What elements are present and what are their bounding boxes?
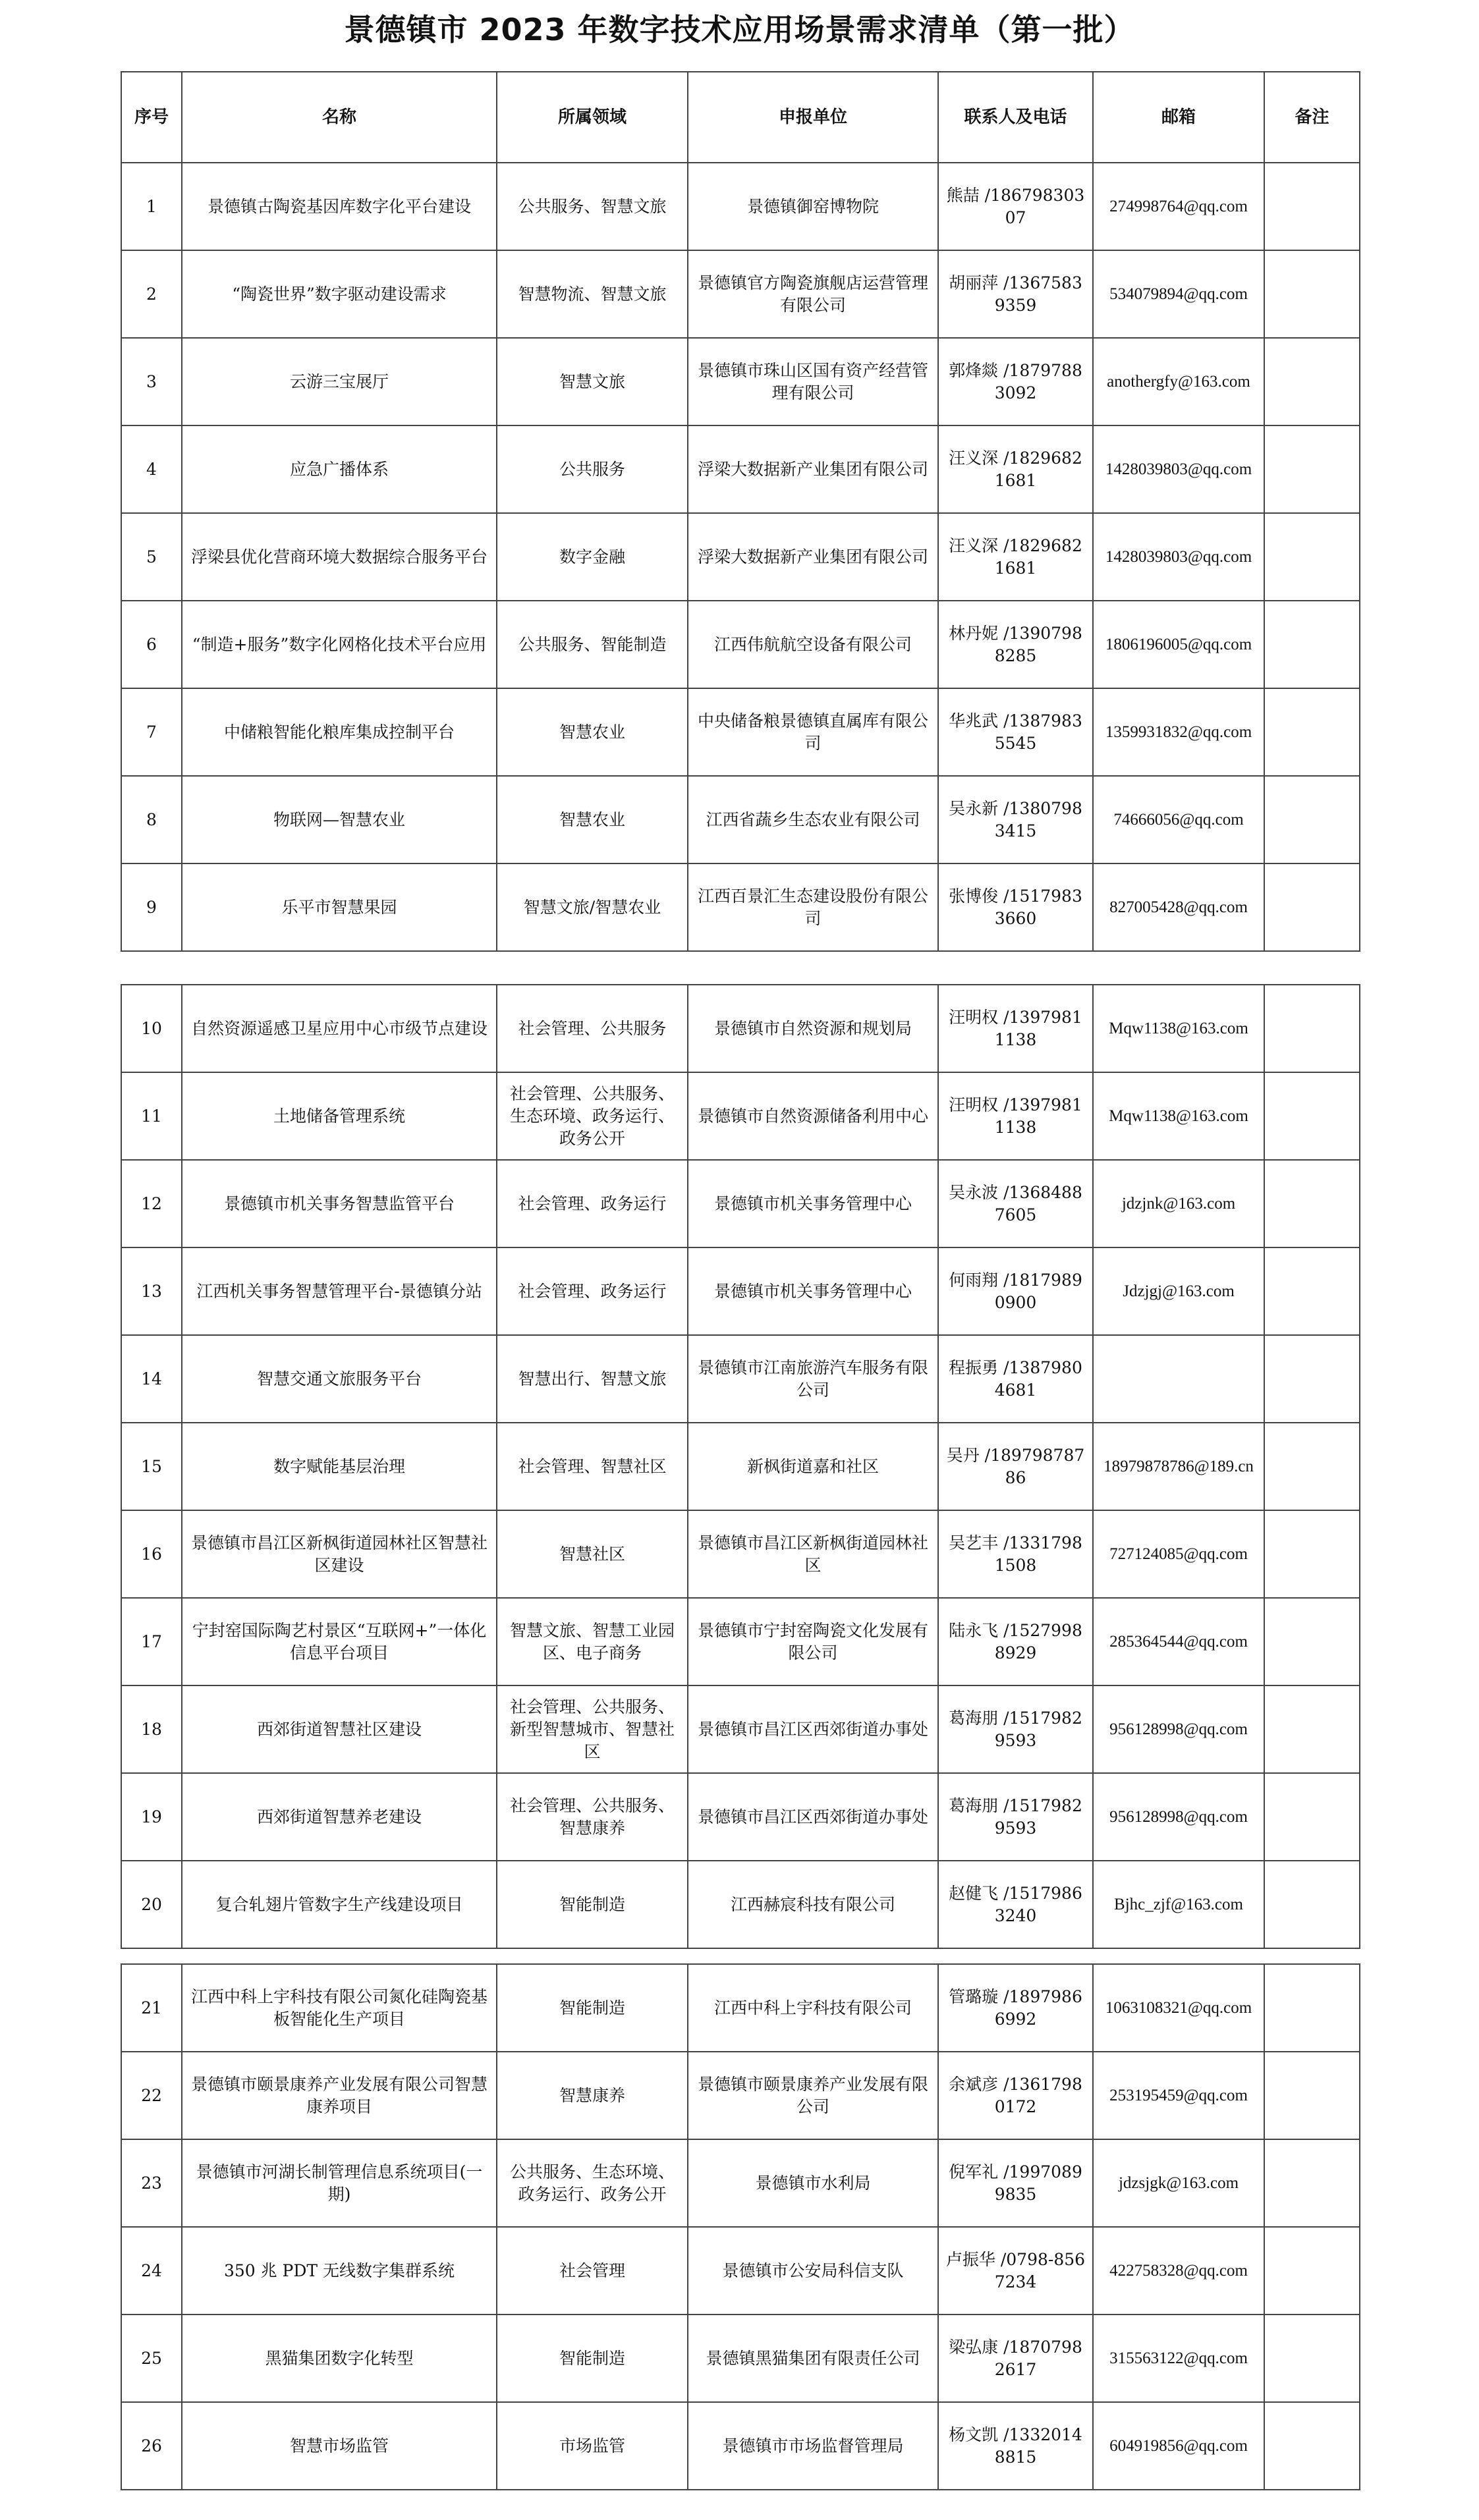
cell-no: 4 (121, 425, 182, 513)
table-section-1 (121, 71, 1360, 952)
cell-no: 3 (121, 338, 182, 425)
cell-field: 数字金融 (497, 513, 688, 601)
cell-field: 公共服务、智能制造 (497, 601, 688, 688)
cell-no: 17 (121, 1598, 182, 1685)
cell-unit: 景德镇市珠山区国有资产经营管理有限公司 (688, 338, 938, 425)
cell-email: 1428039803@qq.com (1093, 513, 1264, 601)
cell-note (1264, 1861, 1360, 1948)
cell-no: 7 (121, 688, 182, 776)
cell-contact: 吴永新 /13807983415 (938, 776, 1093, 863)
cell-contact: 葛海朋 /15179829593 (938, 1685, 1093, 1773)
cell-email: 727124085@qq.com (1093, 1510, 1264, 1598)
cell-note (1264, 513, 1360, 601)
cell-name: “制造+服务”数字化网格化技术平台应用 (182, 601, 497, 688)
cell-no: 2 (121, 250, 182, 338)
cell-name: 江西中科上宇科技有限公司氮化硅陶瓷基板智能化生产项目 (182, 1964, 497, 2052)
cell-no: 10 (121, 985, 182, 1072)
cell-name: 乐平市智慧果园 (182, 863, 497, 951)
cell-contact: 林丹妮 /13907988285 (938, 601, 1093, 688)
cell-note (1264, 2227, 1360, 2315)
table-row (121, 2052, 1360, 2139)
table-row (121, 1964, 1360, 2052)
cell-name: 应急广播体系 (182, 425, 497, 513)
cell-unit: 景德镇市机关事务管理中心 (688, 1247, 938, 1335)
cell-field: 智慧文旅/智慧农业 (497, 863, 688, 951)
cell-name: 复合轧翅片管数字生产线建设项目 (182, 1861, 497, 1948)
cell-note (1264, 1510, 1360, 1598)
cell-unit: 江西伟航航空设备有限公司 (688, 601, 938, 688)
cell-no: 12 (121, 1160, 182, 1247)
table-row (121, 1861, 1360, 1948)
cell-no: 5 (121, 513, 182, 601)
cell-unit: 景德镇市公安局科信支队 (688, 2227, 938, 2315)
cell-no: 6 (121, 601, 182, 688)
cell-no: 1 (121, 163, 182, 250)
table-row (121, 2227, 1360, 2315)
cell-field: 社会管理、政务运行 (497, 1160, 688, 1247)
cell-email: 274998764@qq.com (1093, 163, 1264, 250)
cell-unit: 浮梁大数据新产业集团有限公司 (688, 513, 938, 601)
cell-unit: 中央储备粮景德镇直属库有限公司 (688, 688, 938, 776)
cell-contact: 吴艺丰 /13317981508 (938, 1510, 1093, 1598)
cell-note (1264, 425, 1360, 513)
cell-no: 9 (121, 863, 182, 951)
cell-contact: 程振勇 /13879804681 (938, 1335, 1093, 1423)
table-row (121, 2402, 1360, 2490)
header-email: 邮箱 (1093, 72, 1264, 163)
cell-name: 智慧交通文旅服务平台 (182, 1335, 497, 1423)
cell-note (1264, 2315, 1360, 2402)
cell-email: jdzjnk@163.com (1093, 1160, 1264, 1247)
cell-email: 827005428@qq.com (1093, 863, 1264, 951)
cell-no: 16 (121, 1510, 182, 1598)
cell-field: 社会管理、智慧社区 (497, 1423, 688, 1510)
cell-email: Bjhc_zjf@163.com (1093, 1861, 1264, 1948)
cell-email: Mqw1138@163.com (1093, 985, 1264, 1072)
cell-field: 社会管理、政务运行 (497, 1247, 688, 1335)
table-row (121, 985, 1360, 1072)
cell-unit: 景德镇市昌江区新枫街道园林社区 (688, 1510, 938, 1598)
cell-contact: 汪明权 /13979811138 (938, 985, 1093, 1072)
cell-unit: 景德镇市江南旅游汽车服务有限公司 (688, 1335, 938, 1423)
cell-unit: 景德镇市市场监督管理局 (688, 2402, 938, 2490)
cell-name: 中储粮智能化粮库集成控制平台 (182, 688, 497, 776)
cell-note (1264, 338, 1360, 425)
cell-unit: 景德镇市机关事务管理中心 (688, 1160, 938, 1247)
cell-unit: 景德镇市宁封窑陶瓷文化发展有限公司 (688, 1598, 938, 1685)
cell-note (1264, 863, 1360, 951)
cell-name: 西郊街道智慧养老建设 (182, 1773, 497, 1861)
cell-note (1264, 1335, 1360, 1423)
cell-email: anothergfy@163.com (1093, 338, 1264, 425)
cell-email: 1063108321@qq.com (1093, 1964, 1264, 2052)
cell-contact: 赵健飞 /15179863240 (938, 1861, 1093, 1948)
cell-name: 智慧市场监管 (182, 2402, 497, 2490)
cell-name: 江西机关事务智慧管理平台-景德镇分站 (182, 1247, 497, 1335)
cell-name: 景德镇市河湖长制管理信息系统项目(一期) (182, 2139, 497, 2227)
cell-field: 社会管理 (497, 2227, 688, 2315)
cell-field: 社会管理、公共服务、智慧康养 (497, 1773, 688, 1861)
table-row (121, 1072, 1360, 1160)
cell-email: 18979878786@189.cn (1093, 1423, 1264, 1510)
cell-email: 956128998@qq.com (1093, 1773, 1264, 1861)
cell-no: 8 (121, 776, 182, 863)
table-body (121, 163, 1360, 951)
table-row (121, 338, 1360, 425)
cell-no: 23 (121, 2139, 182, 2227)
cell-email: 1359931832@qq.com (1093, 688, 1264, 776)
cell-email: 534079894@qq.com (1093, 250, 1264, 338)
cell-contact: 余斌彦 /13617980172 (938, 2052, 1093, 2139)
table-row (121, 863, 1360, 951)
table-row (121, 163, 1360, 250)
cell-unit: 江西赫宸科技有限公司 (688, 1861, 938, 1948)
cell-field: 智能制造 (497, 2315, 688, 2402)
cell-name: 黑猫集团数字化转型 (182, 2315, 497, 2402)
cell-contact: 汪义深 /18296821681 (938, 513, 1093, 601)
cell-field: 智能制造 (497, 1964, 688, 2052)
table-row (121, 776, 1360, 863)
table-row (121, 1423, 1360, 1510)
table-row (121, 250, 1360, 338)
cell-name: 浮梁县优化营商环境大数据综合服务平台 (182, 513, 497, 601)
cell-email: 74666056@qq.com (1093, 776, 1264, 863)
cell-unit: 景德镇黑猫集团有限责任公司 (688, 2315, 938, 2402)
header-name: 名称 (182, 72, 497, 163)
cell-unit: 景德镇市自然资源储备利用中心 (688, 1072, 938, 1160)
cell-note (1264, 1685, 1360, 1773)
cell-note (1264, 1598, 1360, 1685)
cell-name: 西郊街道智慧社区建设 (182, 1685, 497, 1773)
header-no: 序号 (121, 72, 182, 163)
header-note: 备注 (1264, 72, 1360, 163)
cell-unit: 新枫街道嘉和社区 (688, 1423, 938, 1510)
cell-no: 22 (121, 2052, 182, 2139)
cell-note (1264, 601, 1360, 688)
cell-note (1264, 1964, 1360, 2052)
cell-name: 景德镇市昌江区新枫街道园林社区智慧社区建设 (182, 1510, 497, 1598)
cell-name: 景德镇古陶瓷基因库数字化平台建设 (182, 163, 497, 250)
cell-field: 智慧康养 (497, 2052, 688, 2139)
cell-contact: 何雨翔 /18179890900 (938, 1247, 1093, 1335)
cell-contact: 卢振华 /0798-8567234 (938, 2227, 1093, 2315)
cell-unit: 景德镇市自然资源和规划局 (688, 985, 938, 1072)
cell-name: 土地储备管理系统 (182, 1072, 497, 1160)
cell-contact: 葛海朋 /15179829593 (938, 1773, 1093, 1861)
cell-note (1264, 1160, 1360, 1247)
table-row (121, 1335, 1360, 1423)
cell-contact: 梁弘康 /18707982617 (938, 2315, 1093, 2402)
table-row (121, 513, 1360, 601)
cell-field: 智慧农业 (497, 776, 688, 863)
cell-field: 社会管理、公共服务、新型智慧城市、智慧社区 (497, 1685, 688, 1773)
cell-email: 285364544@qq.com (1093, 1598, 1264, 1685)
table-row (121, 688, 1360, 776)
cell-email: jdzsjgk@163.com (1093, 2139, 1264, 2227)
cell-name: “陶瓷世界”数字驱动建设需求 (182, 250, 497, 338)
cell-field: 智能制造 (497, 1861, 688, 1948)
cell-field: 智慧农业 (497, 688, 688, 776)
cell-unit: 景德镇市水利局 (688, 2139, 938, 2227)
table-row (121, 1685, 1360, 1773)
header-unit: 申报单位 (688, 72, 938, 163)
table-row (121, 1160, 1360, 1247)
cell-name: 宁封窑国际陶艺村景区“互联网+”一体化信息平台项目 (182, 1598, 497, 1685)
cell-contact: 杨文凯 /13320148815 (938, 2402, 1093, 2490)
cell-unit: 景德镇市昌江区西郊街道办事处 (688, 1773, 938, 1861)
cell-no: 26 (121, 2402, 182, 2490)
cell-field: 社会管理、公共服务 (497, 985, 688, 1072)
table-body (121, 985, 1360, 1948)
cell-field: 社会管理、公共服务、生态环境、政务运行、政务公开 (497, 1072, 688, 1160)
cell-name: 物联网—智慧农业 (182, 776, 497, 863)
table-row (121, 1510, 1360, 1598)
cell-contact: 倪军礼 /19970899835 (938, 2139, 1093, 2227)
cell-field: 公共服务、生态环境、政务运行、政务公开 (497, 2139, 688, 2227)
cell-note (1264, 985, 1360, 1072)
cell-email (1093, 1335, 1264, 1423)
cell-note (1264, 1423, 1360, 1510)
cell-contact: 华兆武 /13879835545 (938, 688, 1093, 776)
cell-no: 11 (121, 1072, 182, 1160)
cell-unit: 江西百景汇生态建设股份有限公司 (688, 863, 938, 951)
cell-note (1264, 2139, 1360, 2227)
cell-no: 20 (121, 1861, 182, 1948)
cell-email: Jdzjgj@163.com (1093, 1247, 1264, 1335)
cell-field: 智慧文旅 (497, 338, 688, 425)
cell-contact: 吴丹 /18979878786 (938, 1423, 1093, 1510)
cell-email: 1806196005@qq.com (1093, 601, 1264, 688)
cell-contact: 管璐璇 /18979866992 (938, 1964, 1093, 2052)
cell-note (1264, 688, 1360, 776)
cell-email: 1428039803@qq.com (1093, 425, 1264, 513)
cell-contact: 吴永波 /13684887605 (938, 1160, 1093, 1247)
cell-email: 422758328@qq.com (1093, 2227, 1264, 2315)
cell-field: 智慧物流、智慧文旅 (497, 250, 688, 338)
table-row (121, 1247, 1360, 1335)
cell-note (1264, 1773, 1360, 1861)
cell-field: 公共服务、智慧文旅 (497, 163, 688, 250)
cell-no: 18 (121, 1685, 182, 1773)
header-contact: 联系人及电话 (938, 72, 1093, 163)
cell-field: 市场监管 (497, 2402, 688, 2490)
cell-unit: 景德镇御窑博物院 (688, 163, 938, 250)
cell-contact: 熊喆 /18679830307 (938, 163, 1093, 250)
table-row (121, 2315, 1360, 2402)
table-row (121, 1773, 1360, 1861)
table-body (121, 1964, 1360, 2490)
cell-email: 315563122@qq.com (1093, 2315, 1264, 2402)
cell-no: 21 (121, 1964, 182, 2052)
cell-field: 智慧出行、智慧文旅 (497, 1335, 688, 1423)
cell-note (1264, 1247, 1360, 1335)
cell-note (1264, 1072, 1360, 1160)
cell-unit: 江西中科上宇科技有限公司 (688, 1964, 938, 2052)
cell-no: 24 (121, 2227, 182, 2315)
cell-email: Mqw1138@163.com (1093, 1072, 1264, 1160)
header-field: 所属领域 (497, 72, 688, 163)
cell-no: 13 (121, 1247, 182, 1335)
cell-name: 350 兆 PDT 无线数字集群系统 (182, 2227, 497, 2315)
table-section-3 (121, 1963, 1360, 2490)
cell-no: 25 (121, 2315, 182, 2402)
cell-contact: 汪明权 /13979811138 (938, 1072, 1093, 1160)
page-title: 景德镇市 2023 年数字技术应用场景需求清单（第一批） (344, 12, 1135, 47)
cell-field: 智慧文旅、智慧工业园区、电子商务 (497, 1598, 688, 1685)
cell-unit: 景德镇官方陶瓷旗舰店运营管理有限公司 (688, 250, 938, 338)
table-row (121, 601, 1360, 688)
cell-unit: 浮梁大数据新产业集团有限公司 (688, 425, 938, 513)
cell-field: 公共服务 (497, 425, 688, 513)
cell-no: 15 (121, 1423, 182, 1510)
cell-note (1264, 250, 1360, 338)
cell-contact: 张博俊 /15179833660 (938, 863, 1093, 951)
cell-note (1264, 2052, 1360, 2139)
cell-email: 956128998@qq.com (1093, 1685, 1264, 1773)
cell-contact: 胡丽萍 /13675839359 (938, 250, 1093, 338)
table-section-2 (121, 984, 1360, 1949)
cell-note (1264, 163, 1360, 250)
cell-no: 14 (121, 1335, 182, 1423)
cell-unit: 江西省蔬乡生态农业有限公司 (688, 776, 938, 863)
cell-field: 智慧社区 (497, 1510, 688, 1598)
table-row (121, 425, 1360, 513)
table-row (121, 1598, 1360, 1685)
cell-name: 云游三宝展厅 (182, 338, 497, 425)
cell-unit: 景德镇市颐景康养产业发展有限公司 (688, 2052, 938, 2139)
cell-note (1264, 776, 1360, 863)
cell-note (1264, 2402, 1360, 2490)
cell-name: 数字赋能基层治理 (182, 1423, 497, 1510)
cell-name: 景德镇市颐景康养产业发展有限公司智慧康养项目 (182, 2052, 497, 2139)
cell-name: 自然资源遥感卫星应用中心市级节点建设 (182, 985, 497, 1072)
table-header-row (121, 72, 1360, 163)
cell-contact: 郭烽燚 /18797883092 (938, 338, 1093, 425)
cell-unit: 景德镇市昌江区西郊街道办事处 (688, 1685, 938, 1773)
cell-name: 景德镇市机关事务智慧监管平台 (182, 1160, 497, 1247)
cell-email: 604919856@qq.com (1093, 2402, 1264, 2490)
table-row (121, 2139, 1360, 2227)
cell-email: 253195459@qq.com (1093, 2052, 1264, 2139)
cell-contact: 汪义深 /18296821681 (938, 425, 1093, 513)
cell-contact: 陆永飞 /15279988929 (938, 1598, 1093, 1685)
cell-no: 19 (121, 1773, 182, 1861)
